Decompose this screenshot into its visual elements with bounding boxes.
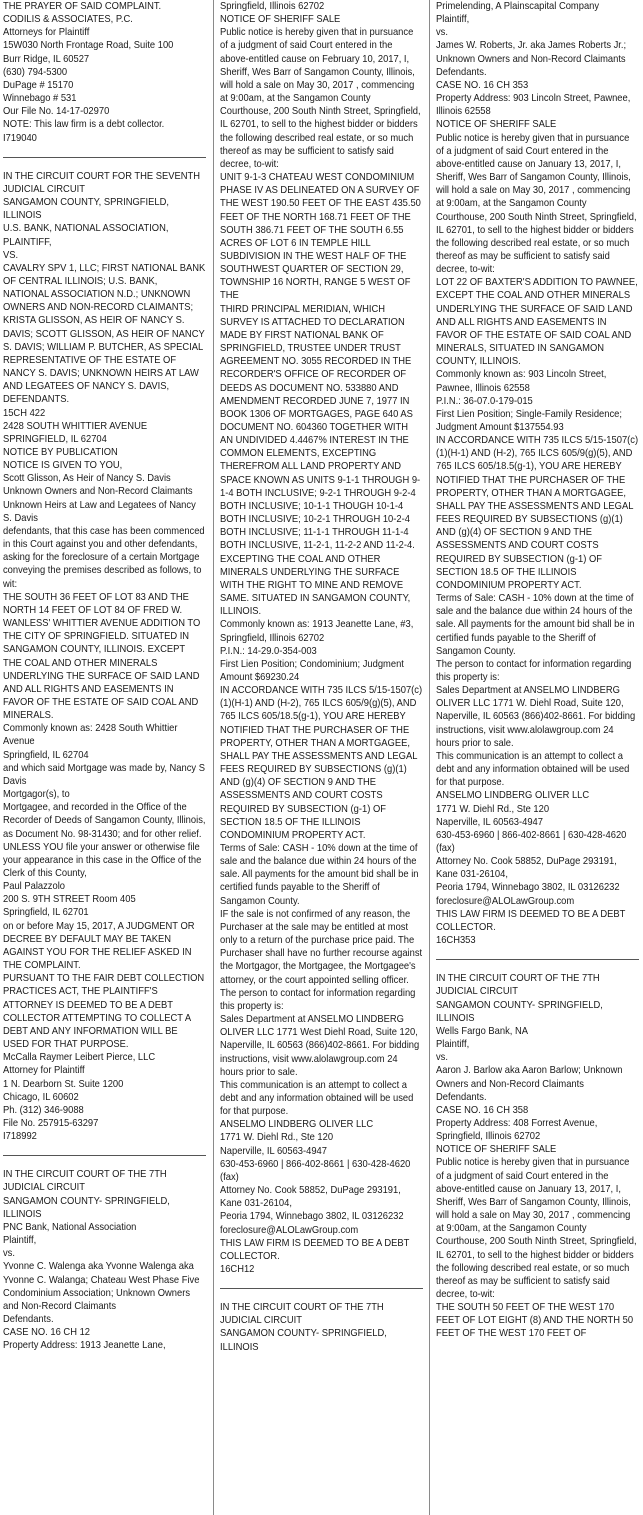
notice-line: CASE NO. 16 CH 358 — [436, 1104, 529, 1116]
notice-line: P.I.N.: 14-29.0-354-003 — [220, 645, 317, 657]
notice-line: Sales Department at ANSELMO LINDBERG OLIVER LLC 1771 West Diehl Road, Suite 120, Naperville, IL 60563 (866)402-8661. For bidding instructions, visit www.alolawgroup.com 24 hours prior to sale. — [220, 1014, 422, 1078]
notice-line: McCalla Raymer Leibert Pierce, LLC — [3, 1052, 156, 1064]
notice-line: DEFENDANTS. — [3, 394, 70, 406]
notice-line: 1 N. Dearborn St. Suite 1200 — [3, 1078, 124, 1090]
notice-line: IN ACCORDANCE WITH 735 ILCS 5/15-1507(c)(1)(H-1) AND (H-2), 765 ILCS 605/9(g)(5), AND 765 ILCS 605/18.5(g-1), YOU ARE HEREBY NOTIFIED THAT THE PURCHASER OF THE PROPERTY, OTHER THAN A MORTGAGEE, SHALL PAY THE ASSESSMENTS AND LEGAL FEES REQUIRED BY SUBSECTIONS (g)(1) AND (g)(4) OF SECTION 9 AND THE ASSESSMENTS AND COURT COSTS REQUIRED BY SUBSECTION (g-1) OF SECTION 18.5 OF THE ILLINOIS CONDOMINIUM PROPERTY ACT. — [436, 435, 639, 591]
notice-line: ANSELMO LINDBERG OLIVER LLC — [220, 1119, 374, 1131]
legal-notice — [3, 170, 209, 1144]
notice-line: THIS LAW FIRM IS DEEMED TO BE A DEBT COLLECTOR. — [220, 1237, 412, 1262]
notice-line: Mortgagee, and recorded in the Office of the Recorder of Deeds of Sangamon County, Illinois, as Document No. 98-31430; and for other relief. — [3, 802, 209, 840]
notice-line: Aaron J. Barlow aka Aaron Barlow; Unknown Owners and Non-Record Claimants — [436, 1065, 626, 1090]
notice-line: CODILIS & ASSOCIATES, P.C. — [3, 14, 133, 26]
notice-line: Primelending, A Plainscapital Company — [436, 1, 600, 12]
notice-line: Our File No. 14-17-02970 — [3, 106, 110, 118]
notice-line: Paul Palazzolo — [3, 881, 66, 893]
notice-line: UNIT 9-1-3 CHATEAU WEST CONDOMINIUM PHASE IV AS DELINEATED ON A SURVEY OF THE WEST 190.50 FEET OF THE EAST 435.50 FEET OF THE NORTH 168.71 FEET OF THE SOUTH 386.71 FEET OF THE SOUTH 6.55 ACRES OF LOT 6 IN TEMPLE HILL SUBDIVISION IN THE WEST HALF OF THE SOUTHWEST QUARTER OF SECTION 29, TOWNSHIP 16 NORTH, RANGE 5 WEST OF THE — [220, 172, 424, 302]
notice-line: Plaintiff, — [3, 1235, 37, 1247]
notice-line: NOTICE OF SHERIFF SALE — [220, 14, 341, 26]
notice-line: 2428 SOUTH WHITTIER AVENUE — [3, 420, 148, 432]
notice-line: Sales Department at ANSELMO LINDBERG OLIVER LLC 1771 W. Diehl Road, Suite 120, Naperville, IL 60563 (866)402-8661. For bidding instructions, visit www.alolawgroup.com 24 hours prior to sale. — [436, 685, 638, 749]
notice-line: THE PRAYER OF SAID COMPLAINT. — [3, 1, 162, 12]
notice-line: Attorney for Plaintiff — [3, 1065, 85, 1077]
notice-line: IN ACCORDANCE WITH 735 ILCS 5/15-1507(c)(1)(H-1) AND (H-2), 765 ILCS 605/9(g)(5), AND 765 ILCS 605/18.5(g-1), YOU ARE HEREBY NOTIFIED THAT THE PURCHASER OF THE PROPERTY, OTHER THAN A MORTGAGEE, SHALL PAY THE ASSESSMENTS AND LEGAL FEES REQUIRED BY SUBSECTIONS (g)(1) AND (g)(4) OF SECTION 9 AND THE ASSESSMENTS AND COURT COSTS REQUIRED BY SUBSECTION (g-1) OF SECTION 18.5 OF THE ILLINOIS CONDOMINIUM PROPERTY ACT. — [220, 685, 423, 841]
notice-line: IN THE CIRCUIT COURT OF THE 7TH JUDICIAL CIRCUIT — [436, 973, 603, 998]
notice-line: 200 S. 9TH STREET Room 405 — [3, 894, 136, 906]
notice-line: Property Address: 408 Forrest Avenue, Springfield, Illinois 62702 — [436, 1117, 600, 1143]
notice-line: Attorney No. Cook 58852, DuPage 293191, Kane 031-26104, — [436, 856, 620, 881]
notice-line: This communication is an attempt to collect a debt and any information obtained will be used for that purpose. — [220, 1079, 416, 1118]
notice-line: on or before May 15, 2017, A JUDGMENT OR DECREE BY DEFAULT MAY BE TAKEN AGAINST YOU FOR THE RELIEF ASKED IN THE COMPLAINT. — [3, 920, 198, 972]
notice-line: Terms of Sale: CASH - 10% down at the time of sale and the balance due within 24 hours of the sale. All payments for the amount bid shall be in certified funds payable to the Sheriff of Sangamon County. — [436, 593, 638, 657]
notice-line: The person to contact for information regarding this property is: — [220, 987, 418, 1012]
notice-line: 630-453-6960 | 866-402-8661 | 630-428-4620 (fax) — [436, 829, 630, 854]
notice-line: Yvonne C. Walenga aka Yvonne Walenga aka Yvonne C. Walanga; Chateau West Phase Five Condominium Association; Unknown Owners and Non-Record Claimants — [3, 1261, 203, 1312]
notice-line: Ph. (312) 346-9088 — [3, 1104, 84, 1116]
notice-line: Property Address: 1913 Jeanette Lane, — [3, 1340, 166, 1352]
legal-notice — [220, 1301, 423, 1354]
notice-line: U.S. BANK, NATIONAL ASSOCIATION, PLAINTIFF, — [3, 223, 172, 248]
notice-line: Springfield, Illinois 62702 — [220, 1, 325, 12]
notice-line: ANSELMO LINDBERG OLIVER LLC — [436, 790, 590, 802]
notice-line: Commonly known as: 2428 South Whittier Avenue — [3, 723, 180, 748]
notice-line: NOTE: This law firm is a debt collector. — [3, 119, 165, 131]
notice-line: CASE NO. 16 CH 353 — [436, 79, 529, 91]
notice-line: Scott Glisson, As Heir of Nancy S. Davis — [3, 473, 171, 485]
notice-line: Naperville, IL 60563-4947 — [220, 1145, 327, 1157]
notice-line: The person to contact for information regarding this property is: — [436, 658, 634, 683]
notice-separator — [3, 157, 206, 158]
notice-separator — [436, 959, 639, 960]
notice-line: 630-453-6960 | 866-402-8661 | 630-428-4620 (fax) — [220, 1158, 414, 1183]
notice-line: 1771 W. Diehl Rd., Ste 120 — [436, 803, 550, 815]
notice-line: Plaintiff, — [436, 1039, 470, 1051]
notice-line: Winnebago # 531 — [3, 93, 77, 105]
notice-line: SANGAMON COUNTY- SPRINGFIELD, ILLINOIS — [3, 1195, 173, 1220]
notice-line: SPRINGFIELD, IL 62704 — [3, 433, 107, 445]
notice-line: Peoria 1794, Winnebago 3802, IL 03126232 — [436, 882, 620, 894]
notice-line: IF the sale is not confirmed of any reason, the Purchaser at the sale may be entitled at most only to a return of the purchase price paid. The Purchaser shall have no further recourse against the Mortgagor, the Mortgagee, the Mortgagee's attorney, or the court appointed selling officer. — [220, 908, 425, 986]
column-divider-1 — [213, 0, 214, 1515]
notice-line: NOTICE OF SHERIFF SALE — [436, 1144, 557, 1156]
legal-notice — [3, 0, 206, 145]
notice-line: Attorney No. Cook 58852, DuPage 293191, Kane 031-26104, — [220, 1185, 404, 1210]
notice-line: Plaintiff, — [436, 14, 470, 26]
notice-separator — [220, 1288, 423, 1289]
notice-line: VS. — [3, 249, 19, 261]
notice-line: Chicago, IL 60602 — [3, 1091, 79, 1103]
notice-line: Defendants. — [436, 66, 487, 78]
notice-line: DuPage # 15170 — [3, 79, 74, 91]
notice-line: NOTICE IS GIVEN TO YOU, — [3, 460, 123, 472]
notice-line: Commonly known as: 903 Lincoln Street, Pawnee, Illinois 62558 — [436, 369, 609, 394]
column-3 — [436, 0, 639, 1515]
notice-line: LOT 22 OF BAXTER'S ADDITION TO PAWNEE, EXCEPT THE COAL AND OTHER MINERALS UNDERLYING THE SURFACE OF SAID LAND AND ALL RIGHTS AND EASEMENTS IN FAVOR OF THE ESTATE OF SAID COAL AND MINERALS, SITUATED IN SANGAMON COUNTY, ILLINOIS. — [436, 277, 641, 368]
notice-line: Wells Fargo Bank, NA — [436, 1025, 529, 1037]
notice-line: 15CH 422 — [3, 407, 46, 419]
notice-line: James W. Roberts, Jr. aka James Roberts Jr.; Unknown Owners and Non-Record Claimants — [436, 40, 629, 65]
notice-line: vs. — [436, 27, 448, 39]
notice-line: Commonly known as: 1913 Jeanette Lane, #3, Springfield, Illinois 62702 — [220, 619, 416, 644]
notice-line: File No. 257915-63297 — [3, 1117, 99, 1129]
notice-line: NOTICE OF SHERIFF SALE — [436, 119, 557, 131]
notice-line: Unknown Owners and Non-Record Claimants — [3, 486, 193, 498]
notice-line: SANGAMON COUNTY- SPRINGFIELD, ILLINOIS — [220, 1328, 390, 1353]
notice-line: Mortgagor(s), to — [3, 789, 70, 801]
column-1 — [3, 0, 209, 1515]
column-divider-2 — [429, 0, 430, 1515]
notice-line: Defendants. — [3, 1314, 54, 1325]
notice-line: Peoria 1794, Winnebago 3802, IL 03126232 — [220, 1211, 404, 1223]
notice-line: THE SOUTH 36 FEET OF LOT 83 AND THE NORTH 14 FEET OF LOT 84 OF FRED W. WANLESS' WHITTIER AVENUE ADDITION TO THE CITY OF SPRINGFIELD. SITUATED IN SANGAMON COUNTY, ILLINOIS. EXCEPT THE COAL AND OTHER MINERALS UNDERLYING THE SURFACE OF SAID LAND AND ALL RIGHTS AND EASEMENTS IN FAVOR OF THE ESTATE OF SAID COAL AND MINERALS. — [3, 591, 203, 722]
notice-line: Property Address: 903 Lincoln Street, Pawnee, Illinois 62558 — [436, 93, 633, 118]
notice-line: 15W030 North Frontage Road, Suite 100 — [3, 40, 174, 52]
notice-line: Burr Ridge, IL 60527 — [3, 53, 90, 65]
notice-line: 16CH12 — [220, 1264, 255, 1275]
notice-line: NOTICE BY PUBLICATION — [3, 447, 118, 458]
notice-line: SANGAMON COUNTY- SPRINGFIELD, ILLINOIS — [436, 999, 606, 1024]
column-2 — [220, 0, 423, 1515]
notice-line: THIS LAW FIRM IS DEEMED TO BE A DEBT COLLECTOR. — [436, 908, 628, 933]
notice-line: P.I.N.: 36-07.0-179-015 — [436, 395, 533, 407]
notice-line: CAVALRY SPV 1, LLC; FIRST NATIONAL BANK OF CENTRAL ILLINOIS; U.S. BANK, NATIONAL ASSOCIATION N.D.; UNKNOWN OWNERS AND NON-RECORD CLAIMANTS; KRISTA GLISSON, AS HEIR OF NANCY S. DAVIS; SCOTT GLISSON, AS HEIR OF NANCY S. DAVIS; WILLIAM P. BUTCHER, AS SPECIAL REPRESENTATIVE OF THE ESTATE OF NANCY S. DAVIS; UNKNOWN HEIRS AT LAW AND LEGATEES OF NANCY S. DAVIS, — [3, 262, 208, 393]
notice-line: First Lien Position; Single-Family Residence; Judgment Amount $137554.93 — [436, 408, 625, 433]
legal-notice — [436, 972, 639, 1340]
notice-line: SANGAMON COUNTY, SPRINGFIELD, ILLINOIS — [3, 197, 172, 222]
notice-line: Public notice is hereby given that in pursuance of a judgment of said Court entered in the above-entitled cause on January 13, 2017, I, Sheriff, Wes Barr of Sangamon County, Illinois, will hold a sale on May 30, 2017 , commencing at 9:00am, at the Sangamon County Courthouse, 200 South Ninth Street, Springfield, IL 62701, to sell to the highest bidder or bidders the following described real estate, or so much thereof as may be sufficient to satisfy said decree, to-wit: — [436, 132, 640, 276]
notice-line: 1771 W. Diehl Rd., Ste 120 — [220, 1132, 334, 1144]
notice-line: Springfield, IL 62701 — [3, 907, 89, 919]
notice-line: UNLESS YOU file your answer or otherwise file your appearance in this case in the Office of the Clerk of this County, — [3, 841, 204, 879]
legal-notice — [3, 1168, 206, 1352]
notice-line: vs. — [3, 1248, 15, 1260]
legal-notice — [220, 0, 423, 1276]
notice-line: and which said Mortgage was made by, Nancy S Davis — [3, 762, 208, 787]
notice-line: foreclosure@ALOLawGroup.com — [220, 1224, 359, 1236]
notice-line: Unknown Heirs at Law and Legatees of Nancy S. Davis — [3, 499, 199, 524]
notice-line: PURSUANT TO THE FAIR DEBT COLLECTION PRACTICES ACT, THE PLAINTIFF'S ATTORNEY IS DEEMED TO BE A DEBT COLLECTOR ATTEMPTING TO COLLECT A DEBT AND ANY INFORMATION WILL BE USED FOR THAT PURPOSE. — [3, 973, 207, 1051]
notice-line: IN THE CIRCUIT COURT FOR THE SEVENTH JUDICIAL CIRCUIT — [3, 170, 203, 195]
notice-line: THIRD PRINCIPAL MERIDIAN, WHICH SURVEY IS ATTACHED TO DECLARATION MADE BY FIRST NATIONAL BANK OF SPRINGFIELD, TRUSTEE UNDER TRUST AGREEMENT NO. 3055 RECORDED IN THE RECORDER'S OFFICE OF RECORDER OF DEEDS AS DOCUMENT NO. 533880 AND AMENDMENT RECORDED JUNE 7, 1977 IN BOOK 1306 OF MORTGAGES, PAGE 640 AS DOCUMENT NO. 604360 TOGETHER WITH AN UNDIVIDED 4.4467% INTEREST IN THE COMMON ELEMENTS, EXCEPTING THEREFROM ALL LAND PROPERTY AND SPACE KNOWN AS UNITS 9-1-1 THROUGH 9-1-4 BOTH INCLUSIVE; 9-2-1 THROUGH 9-2-4 BOTH INCLUSIVE; 10-1-1 THOUGH 10-1-4 BOTH INCLUSIVE; 10-2-1 THROUGH 10-2-4 BOTH INCLUSIVE; 11-1-1 THROUGH 11-1-4 BOTH INCLUSIVE, 11-2-1, 11-2-2 AND 11-2-4. EXCEPTING THE COAL AND OTHER MINERALS UNDERLYING THE SURFACE WITH THE RIGHT TO MINE AND REMOVE SAME. SITUATED IN SANGAMON COUNTY, ILLINOIS. — [220, 303, 421, 618]
notice-line: vs. — [436, 1052, 448, 1064]
notice-line: Terms of Sale: CASH - 10% down at the time of sale and the balance due within 24 hours of the sale. All payments for the amount bid shall be in certified funds payable to the Sheriff of Sangamon County. — [220, 843, 422, 907]
notice-line: 16CH353 — [436, 935, 476, 947]
notice-line: CASE NO. 16 CH 12 — [3, 1327, 90, 1339]
notice-line: I718992 — [3, 1131, 37, 1143]
notice-line: Naperville, IL 60563-4947 — [436, 816, 543, 828]
notice-line: Defendants. — [436, 1091, 487, 1103]
notice-separator — [3, 1155, 206, 1156]
notice-line: Public notice is hereby given that in pursuance of a judgment of said Court entered in the above-entitled cause on February 10, 2017, I, Sheriff, Wes Barr of Sangamon County, Illinois, will hold a sale on May 30, 2017 , commencing at 9:00am, at the Sangamon County Courthouse, 200 South Ninth Street, Springfield, IL 62701, to sell to the highest bidder or bidders the following described real estate, or so much thereof as may be sufficient to satisfy said decree, to-wit: — [220, 27, 424, 170]
notice-line: Attorneys for Plaintiff — [3, 27, 90, 39]
notice-line: IN THE CIRCUIT COURT OF THE 7TH JUDICIAL CIRCUIT — [220, 1302, 387, 1327]
notice-line: (630) 794-5300 — [3, 66, 68, 78]
notice-line: IN THE CIRCUIT COURT OF THE 7TH JUDICIAL CIRCUIT — [3, 1169, 170, 1194]
notice-line: foreclosure@ALOLawGroup.com — [436, 895, 575, 907]
legal-notice — [436, 0, 639, 947]
notice-line: This communication is an attempt to collect a debt and any information obtained will be used for that purpose. — [436, 750, 632, 789]
notice-line: defendants, that this case has been commenced in this Court against you and other defendants, asking for the foreclosure of a certain Mortgage conveying the premises described as follows, to wit: — [3, 525, 208, 590]
notice-line: I719040 — [3, 132, 37, 144]
notice-line: THE SOUTH 50 FEET OF THE WEST 170 FEET OF LOT EIGHT (8) AND THE NORTH 50 FEET OF THE WEST 170 FEET OF — [436, 1302, 636, 1340]
notice-line: Springfield, IL 62704 — [3, 749, 89, 761]
notice-line: PNC Bank, National Association — [3, 1221, 137, 1233]
notice-line: Public notice is hereby given that in pursuance of a judgment of said Court entered in the above-entitled cause on January 13, 2017, I, Sheriff, Wes Barr of Sangamon County, Illinois, will hold a sale on May 30, 2017 , commencing at 9:00am, at the Sangamon County Courthouse, 200 South Ninth Street, Springfield, IL 62701, to sell to the highest bidder or bidders the following described real estate, or so much thereof as may be sufficient to satisfy said decree, to-wit: — [436, 1157, 640, 1300]
notice-line: First Lien Position; Condominium; Judgment Amount $69230.24 — [220, 658, 406, 683]
